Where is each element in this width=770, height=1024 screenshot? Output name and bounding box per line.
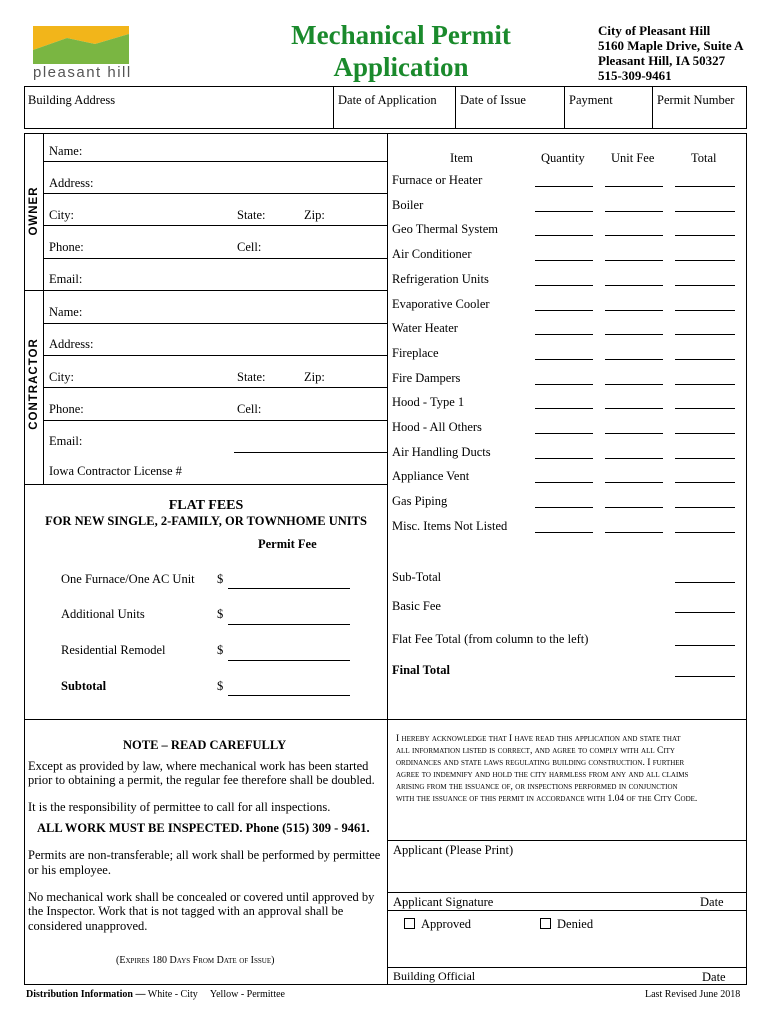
ack-line3: ordinances and state laws regulating building construction. I further bbox=[396, 758, 685, 768]
item-unit-fee-blank[interactable] bbox=[605, 359, 663, 360]
applicant-date-label[interactable]: Date bbox=[700, 895, 724, 909]
date-issue-label[interactable]: Date of Issue bbox=[460, 93, 526, 107]
note-p1-line1: Except as provided by law, where mechanical work has been started bbox=[28, 759, 369, 773]
note-p1-line2: prior to obtaining a permit, the regular fee therefore shall be doubled. bbox=[28, 773, 375, 787]
form-title-line1: Mechanical Permit bbox=[291, 20, 511, 50]
item-label: Boiler bbox=[392, 198, 424, 212]
item-total-blank[interactable] bbox=[675, 482, 735, 483]
item-quantity-blank[interactable] bbox=[535, 186, 593, 187]
flat-row-remodel-label: Residential Remodel bbox=[61, 643, 166, 657]
item-total-blank[interactable] bbox=[675, 532, 735, 533]
final-total-label: Final Total bbox=[392, 663, 451, 677]
owner-city-label[interactable]: City: bbox=[49, 208, 75, 222]
logo-text: pleasant hill bbox=[33, 64, 132, 81]
owner-phone-label[interactable]: Phone: bbox=[49, 240, 84, 254]
item-label: Air Handling Ducts bbox=[392, 445, 491, 459]
flat-row-subtotal-label: Subtotal bbox=[61, 679, 107, 693]
owner-zip-label[interactable]: Zip: bbox=[304, 208, 325, 222]
contractor-name-label[interactable]: Name: bbox=[49, 305, 83, 319]
item-total-blank[interactable] bbox=[675, 334, 735, 335]
flat-fee-total-blank[interactable] bbox=[675, 645, 735, 646]
item-label: Furnace or Heater bbox=[392, 173, 483, 187]
item-total-blank[interactable] bbox=[675, 507, 735, 508]
item-label: Hood - Type 1 bbox=[392, 395, 465, 409]
item-quantity-blank[interactable] bbox=[535, 359, 593, 360]
item-unit-fee-blank[interactable] bbox=[605, 186, 663, 187]
flat-row-additional-blank[interactable] bbox=[228, 624, 350, 625]
item-quantity-blank[interactable] bbox=[535, 334, 593, 335]
note-p4-line2: or his employee. bbox=[28, 863, 111, 877]
ack-line2: all information listed is correct, and agree to comply with all City bbox=[396, 746, 675, 756]
item-label: Gas Piping bbox=[392, 494, 448, 508]
owner-cell-label[interactable]: Cell: bbox=[237, 240, 262, 254]
date-application-label[interactable]: Date of Application bbox=[338, 93, 437, 107]
item-quantity-blank[interactable] bbox=[535, 532, 593, 533]
logo bbox=[33, 26, 133, 84]
item-label: Evaporative Cooler bbox=[392, 297, 490, 311]
note-p5-line1: No mechanical work shall be concealed or covered until approved by bbox=[28, 890, 375, 904]
owner-address-label[interactable]: Address: bbox=[49, 176, 94, 190]
item-label: Appliance Vent bbox=[392, 469, 470, 483]
ack-line1: I hereby acknowledge that I have read this application and state that bbox=[396, 734, 681, 744]
city-name: City of Pleasant Hill bbox=[598, 23, 711, 38]
checkbox-icon bbox=[540, 918, 551, 929]
item-quantity-blank[interactable] bbox=[535, 285, 593, 286]
applicant-signature-label[interactable]: Applicant Signature bbox=[393, 895, 494, 909]
note-expires: (Expires 180 Days From Date of Issue) bbox=[116, 955, 275, 966]
payment-label[interactable]: Payment bbox=[569, 93, 613, 107]
item-unit-fee-blank[interactable] bbox=[605, 507, 663, 508]
distribution-copies: White - City Yellow - Permittee bbox=[147, 989, 285, 1000]
item-label: Water Heater bbox=[392, 321, 458, 335]
item-total-blank[interactable] bbox=[675, 186, 735, 187]
permit-number-label[interactable]: Permit Number bbox=[657, 93, 735, 107]
basic-fee-label: Basic Fee bbox=[392, 599, 441, 613]
item-quantity-blank[interactable] bbox=[535, 507, 593, 508]
item-quantity-blank[interactable] bbox=[535, 260, 593, 261]
logo-mark-icon bbox=[33, 26, 129, 64]
item-quantity-blank[interactable] bbox=[535, 482, 593, 483]
flat-fees-subtitle: FOR NEW SINGLE, 2-FAMILY, OR TOWNHOME UNITS bbox=[45, 514, 367, 528]
note-p3: ALL WORK MUST BE INSPECTED. Phone (515) 309 - 9461. bbox=[37, 821, 370, 835]
contractor-phone-label[interactable]: Phone: bbox=[49, 402, 84, 416]
item-label: Fire Dampers bbox=[392, 371, 461, 385]
city-address: 5160 Maple Drive, Suite A bbox=[598, 38, 744, 53]
contractor-state-label[interactable]: State: bbox=[237, 370, 266, 384]
ack-line5: arising from the issuance of, or inspections performed in conjunction bbox=[396, 782, 678, 792]
flat-row-subtotal-blank[interactable] bbox=[228, 695, 350, 696]
contractor-city-label[interactable]: City: bbox=[49, 370, 75, 384]
building-official-label[interactable]: Building Official bbox=[393, 969, 476, 983]
owner-state-label[interactable]: State: bbox=[237, 208, 266, 222]
item-quantity-blank[interactable] bbox=[535, 211, 593, 212]
item-quantity-blank[interactable] bbox=[535, 310, 593, 311]
denied-label: Denied bbox=[557, 917, 594, 931]
contractor-email-label[interactable]: Email: bbox=[49, 434, 83, 448]
item-total-blank[interactable] bbox=[675, 458, 735, 459]
note-p5-line3: considered unapproved. bbox=[28, 919, 148, 933]
flat-row-remodel-dollar: $ bbox=[217, 643, 224, 657]
item-label: Fireplace bbox=[392, 346, 439, 360]
item-total-blank[interactable] bbox=[675, 260, 735, 261]
item-total-blank[interactable] bbox=[675, 384, 735, 385]
items-header-unit-fee: Unit Fee bbox=[611, 151, 655, 165]
item-total-blank[interactable] bbox=[675, 211, 735, 212]
subtotal-blank[interactable] bbox=[675, 582, 735, 583]
building-address-label[interactable]: Building Address bbox=[28, 93, 116, 107]
item-total-blank[interactable] bbox=[675, 235, 735, 236]
checkbox-icon bbox=[404, 918, 415, 929]
approved-label: Approved bbox=[421, 917, 471, 931]
permit-fee-header: Permit Fee bbox=[258, 537, 317, 551]
item-quantity-blank[interactable] bbox=[535, 384, 593, 385]
item-unit-fee-blank[interactable] bbox=[605, 384, 663, 385]
flat-row-furnace-blank[interactable] bbox=[228, 588, 350, 589]
official-date-label[interactable]: Date bbox=[702, 970, 726, 984]
contractor-address-label[interactable]: Address: bbox=[49, 337, 94, 351]
item-unit-fee-blank[interactable] bbox=[605, 532, 663, 533]
flat-row-furnace-label: One Furnace/One AC Unit bbox=[61, 572, 195, 586]
flat-row-additional-label: Additional Units bbox=[61, 607, 145, 621]
subtotal-label: Sub-Total bbox=[392, 570, 442, 584]
final-total-blank[interactable] bbox=[675, 676, 735, 677]
item-label: Air Conditioner bbox=[392, 247, 472, 261]
approved-checkbox[interactable] bbox=[404, 918, 471, 931]
city-citystate: Pleasant Hill, IA 50327 bbox=[598, 53, 726, 68]
note-title: NOTE – READ CAREFULLY bbox=[123, 738, 287, 752]
item-quantity-blank[interactable] bbox=[535, 235, 593, 236]
item-total-blank[interactable] bbox=[675, 310, 735, 311]
flat-fees-title: FLAT FEES bbox=[168, 498, 244, 513]
owner-name-label[interactable]: Name: bbox=[49, 144, 83, 158]
denied-checkbox[interactable] bbox=[540, 918, 593, 931]
item-label: Hood - All Others bbox=[392, 420, 482, 434]
item-unit-fee-blank[interactable] bbox=[605, 334, 663, 335]
item-unit-fee-blank[interactable] bbox=[605, 285, 663, 286]
item-total-blank[interactable] bbox=[675, 285, 735, 286]
item-unit-fee-blank[interactable] bbox=[605, 433, 663, 434]
contractor-license-label[interactable]: Iowa Contractor License # bbox=[49, 464, 182, 478]
ack-line6: with the issuance of this permit in accordance with 1.04 of the City Code. bbox=[396, 794, 698, 804]
city-phone: 515-309-9461 bbox=[598, 68, 672, 83]
item-unit-fee-blank[interactable] bbox=[605, 260, 663, 261]
ack-line4: agree to indemnify and hold the city harmless from any and all claims bbox=[396, 770, 689, 780]
flat-row-subtotal-dollar: $ bbox=[217, 679, 224, 693]
note-p2: It is the responsibility of permittee to call for all inspections. bbox=[28, 800, 331, 814]
item-unit-fee-blank[interactable] bbox=[605, 482, 663, 483]
item-quantity-blank[interactable] bbox=[535, 408, 593, 409]
item-quantity-blank[interactable] bbox=[535, 433, 593, 434]
item-total-blank[interactable] bbox=[675, 359, 735, 360]
item-unit-fee-blank[interactable] bbox=[605, 235, 663, 236]
contractor-cell-label[interactable]: Cell: bbox=[237, 402, 262, 416]
contractor-zip-label[interactable]: Zip: bbox=[304, 370, 325, 384]
distribution-info bbox=[26, 990, 285, 1000]
owner-side-label: OWNER bbox=[28, 186, 40, 236]
contractor-side-label: CONTRACTOR bbox=[28, 338, 40, 430]
item-label: Misc. Items Not Listed bbox=[392, 519, 508, 533]
item-unit-fee-blank[interactable] bbox=[605, 458, 663, 459]
form-title-line2: Application bbox=[333, 52, 469, 82]
item-label: Refrigeration Units bbox=[392, 272, 489, 286]
note-p4-line1: Permits are non-transferable; all work shall be performed by permittee bbox=[28, 848, 381, 862]
flat-row-furnace-dollar: $ bbox=[217, 572, 224, 586]
flat-row-remodel-blank[interactable] bbox=[228, 660, 350, 661]
item-quantity-blank[interactable] bbox=[535, 458, 593, 459]
items-header-quantity: Quantity bbox=[541, 151, 585, 165]
note-p5-line2: the Inspector. Work that is not tagged with an approval shall be bbox=[28, 904, 344, 918]
item-unit-fee-blank[interactable] bbox=[605, 310, 663, 311]
item-unit-fee-blank[interactable] bbox=[605, 211, 663, 212]
item-label: Geo Thermal System bbox=[392, 222, 498, 236]
items-header-total: Total bbox=[691, 151, 717, 165]
basic-fee-blank[interactable] bbox=[675, 612, 735, 613]
flat-fee-total-label: Flat Fee Total (from column to the left) bbox=[392, 632, 589, 646]
applicant-print-label[interactable]: Applicant (Please Print) bbox=[393, 843, 514, 857]
last-revised: Last Revised June 2018 bbox=[645, 989, 741, 1000]
owner-email-label[interactable]: Email: bbox=[49, 272, 83, 286]
items-header-item: Item bbox=[450, 151, 473, 165]
distribution-label: Distribution Information — bbox=[26, 989, 146, 1000]
item-total-blank[interactable] bbox=[675, 408, 735, 409]
item-total-blank[interactable] bbox=[675, 433, 735, 434]
flat-row-additional-dollar: $ bbox=[217, 607, 224, 621]
item-unit-fee-blank[interactable] bbox=[605, 408, 663, 409]
